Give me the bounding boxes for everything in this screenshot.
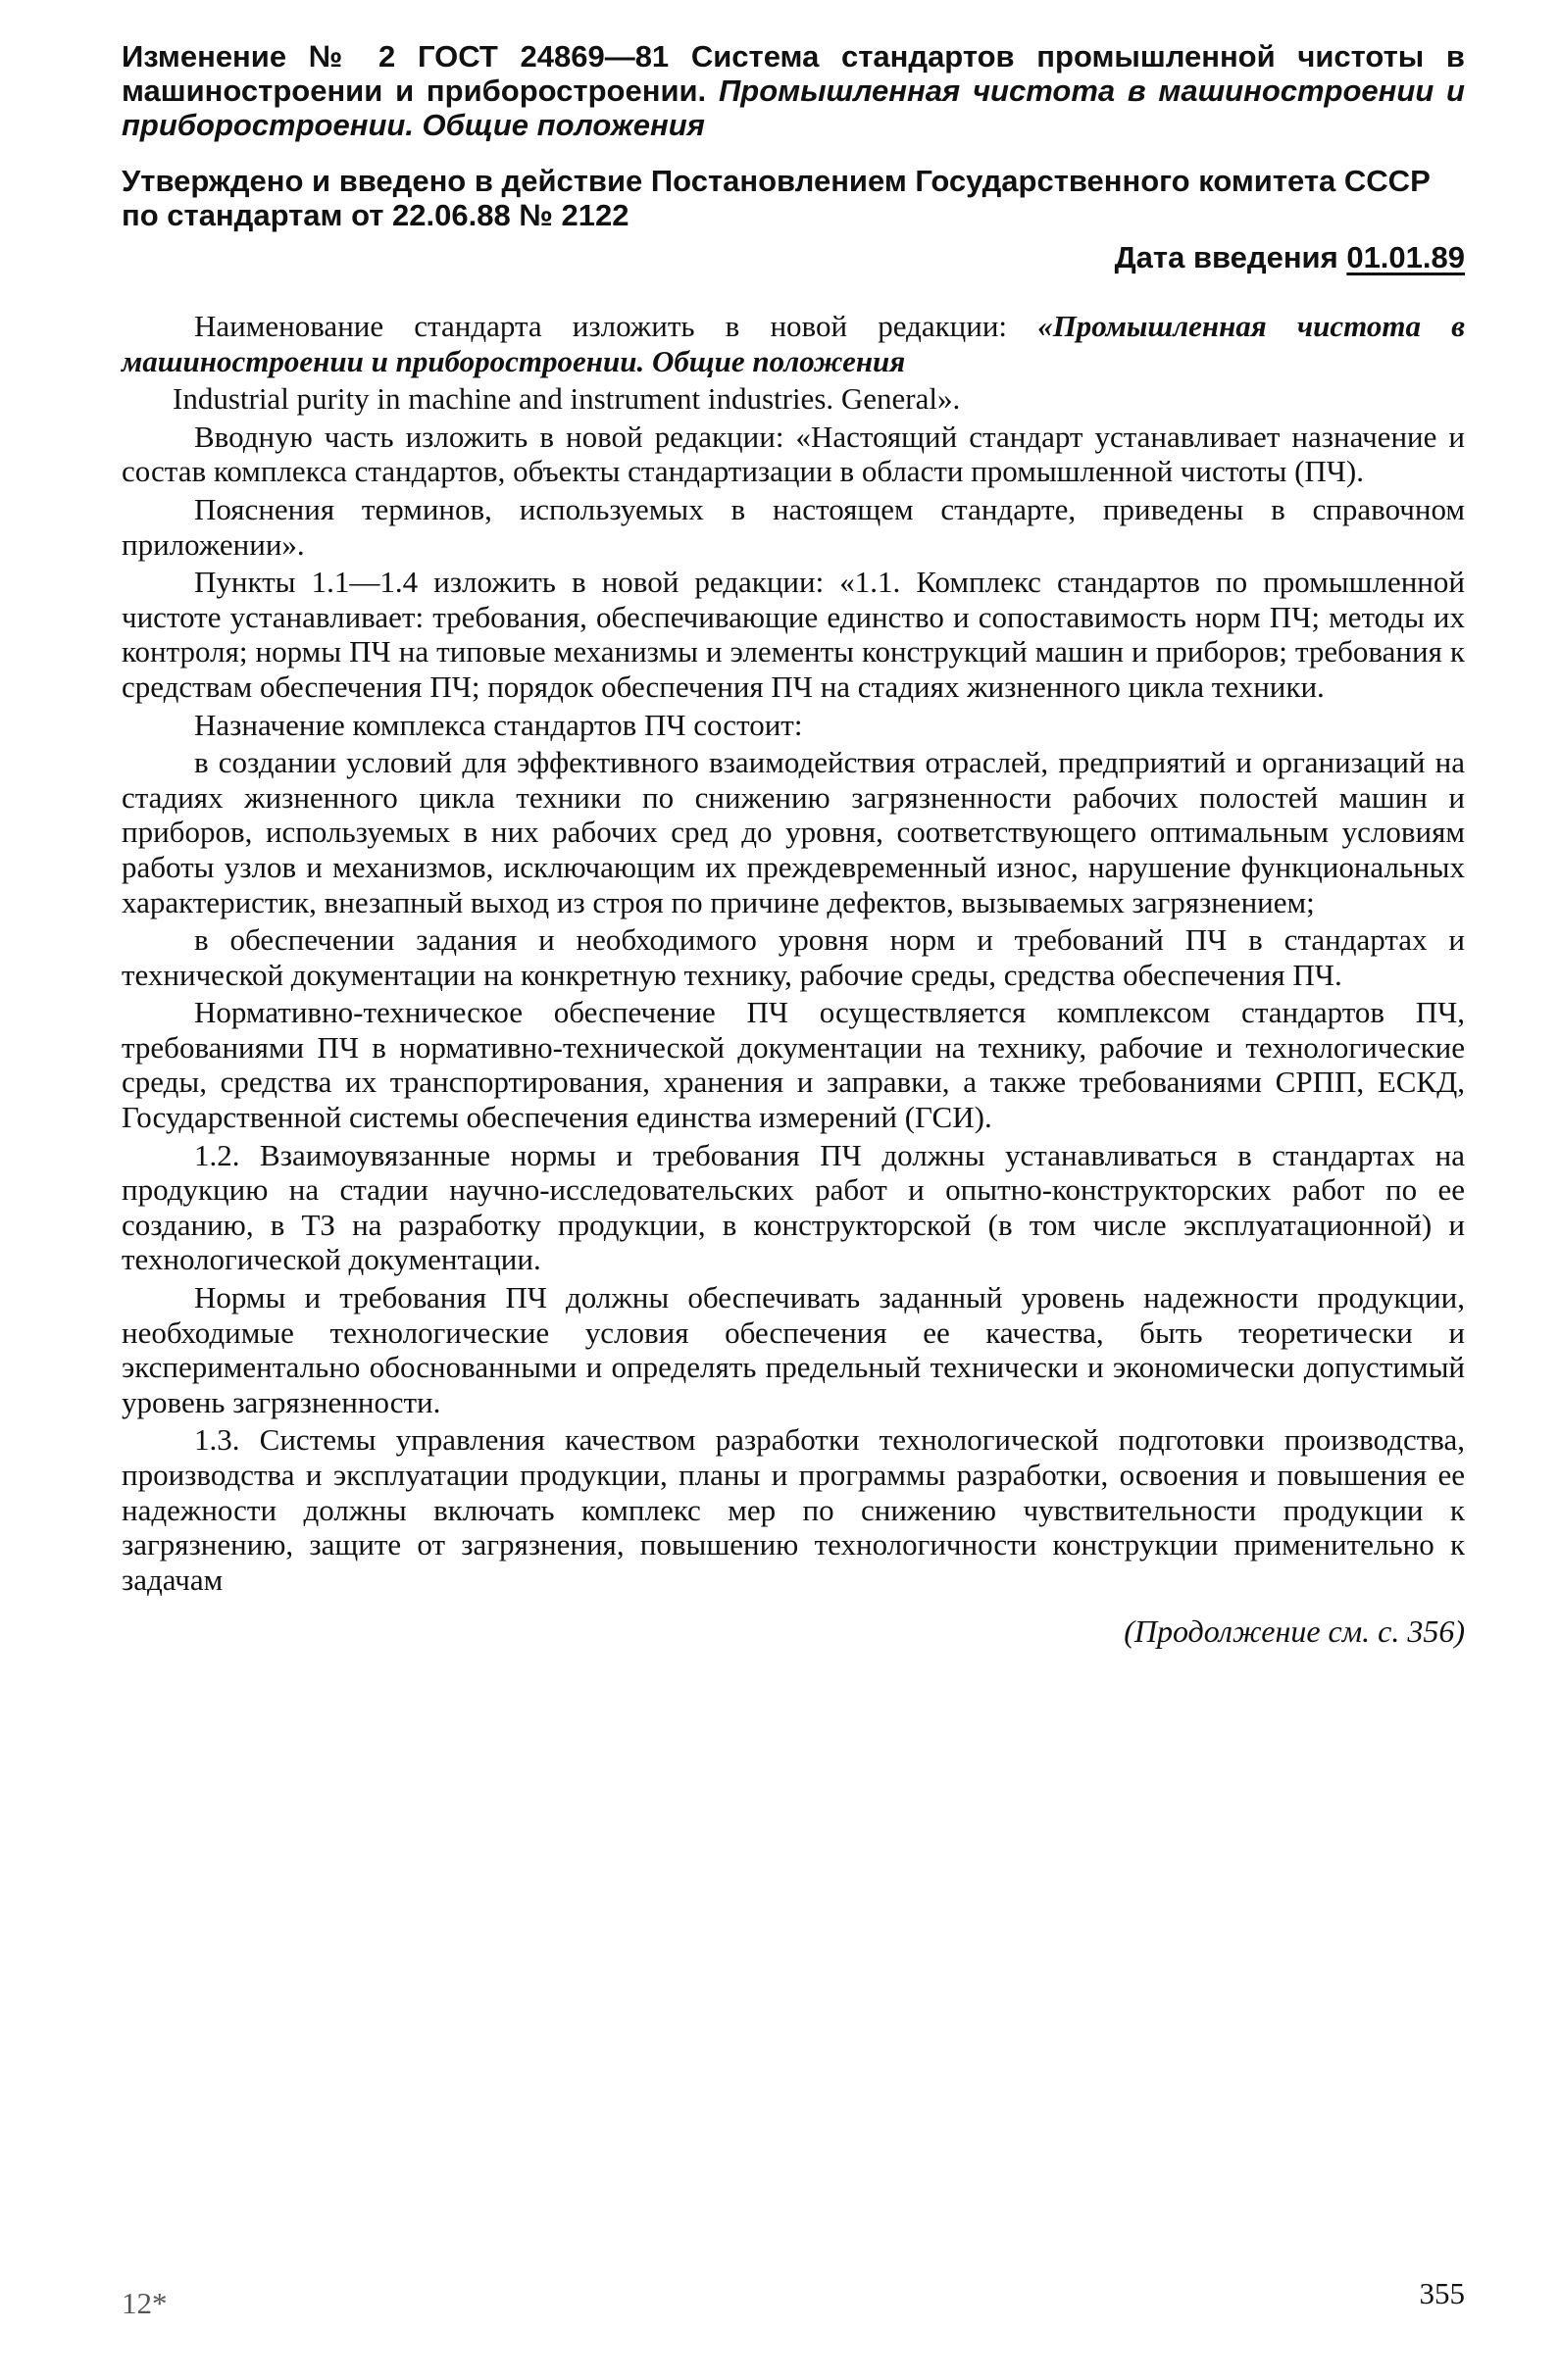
new-title-ru: «Промышленная чистота в машиностроении и приборостроении. Общие положения: [122, 309, 1465, 378]
document-body: [122, 309, 1465, 1597]
continuation-note: (Продолжение см. с. 356): [1124, 1613, 1465, 1650]
approval-statement: Утверждено и введено в действие Постановлением Государственного комитета СССР по стандартам от 22.06.88 № 2122: [122, 164, 1431, 232]
paragraph: Назначение комплекса стандартов ПЧ состоит:: [194, 707, 803, 742]
paragraph: в обеспечении задания и необходимого уровня норм и требований ПЧ в стандартах и технической документации на конкретную технику, рабочие среды, средства обеспечения ПЧ.: [122, 922, 1465, 992]
paragraph: Нормативно-техническое обеспечение ПЧ осуществляется комплексом стандартов ПЧ, требованиями ПЧ в нормативно-технической документации на технику, рабочие и технологические среды, средства их транспортирования, хранения и заправки, а также требованиями СРПП, ЕСКД, Государственной системы обеспечения единства измерений (ГСИ).: [122, 995, 1465, 1135]
paragraph: 1.3. Системы управления качеством разработки технологической подготовки производства, производства и эксплуатации продукции, планы и программы разработки, освоения и повышения ее надежности должны включать комплекс мер по снижению чувствительности продукции к загрязнению, защите от загрязнения, повышению технологичности конструкции применительно к задачам: [122, 1422, 1465, 1597]
page-footer: [122, 2276, 1465, 2320]
paragraph: в создании условий для эффективного взаимодействия отраслей, предприятий и организаций на стадиях жизненного цикла техники по снижению загрязненности рабочих полостей машин и приборов, используемых в них рабочих сред до уровня, соответствующего оптимальным условиям работы узлов и механизмов, исключающим их преждевременный износ, нарушение функциональных характеристик, внезапный выход из строя по причине дефектов, вызываемых загрязнением;: [122, 745, 1465, 919]
paragraph: Вводную часть изложить в новой редакции: «Настоящий стандарт устанавливает назначение и состав комплекса стандартов, объекты стандартизации в области промышленной чистоты (ПЧ).: [122, 419, 1465, 489]
new-title-en: Industrial purity in machine and instrument industries. General».: [173, 381, 961, 417]
effective-date-value: 01.01.89: [1346, 240, 1465, 274]
title-main: Изменение № 2 ГОСТ 24869—81 Система стандартов промышленной чистоты в машиностроении и приборостроении.: [122, 39, 1465, 108]
sheet-mark: 12*: [122, 2286, 168, 2320]
effective-date: [122, 240, 1465, 275]
paragraph-text: Наименование стандарта изложить в новой редакции:: [194, 309, 1038, 343]
paragraph: Пункты 1.1—1.4 изложить в новой редакции: «1.1. Комплекс стандартов по промышленной чистоте устанавливает: требования, обеспечивающие единство и сопоставимость норм ПЧ; методы их контроля; нормы ПЧ на типовые механизмы и элементы конструкций машин и приборов; требования к средствам обеспечения ПЧ; порядок обеспечения ПЧ на стадиях жизненного цикла техники.: [122, 565, 1465, 704]
paragraph: 1.2. Взаимоувязанные нормы и требования ПЧ должны устанавливаться в стандартах на продукцию на стадии научно-исследовательских работ и опытно-конструкторских работ по ее созданию, в ТЗ на разработку продукции, в конструкторской (в том числе эксплуатационной) и технологической документации.: [122, 1137, 1465, 1277]
paragraph: Нормы и требования ПЧ должны обеспечивать заданный уровень надежности продукции, необходимые технологические условия обеспечения ее качества, быть теоретически и экспериментально обоснованными и определять предельный технически и экономически допустимый уровень загрязненности.: [122, 1280, 1465, 1419]
amendment-title: [122, 39, 1465, 142]
paragraph: [122, 309, 1465, 378]
paragraph: Пояснения терминов, используемых в настоящем стандарте, приведены в справочном приложении».: [122, 491, 1465, 562]
effective-date-label: Дата введения: [1114, 240, 1338, 274]
page-number: 355: [1419, 2276, 1465, 2310]
title-subtitle: Промышленная чистота в машиностроении и приборостроении. Общие положения: [122, 74, 1465, 142]
document-page: [122, 39, 1465, 1650]
